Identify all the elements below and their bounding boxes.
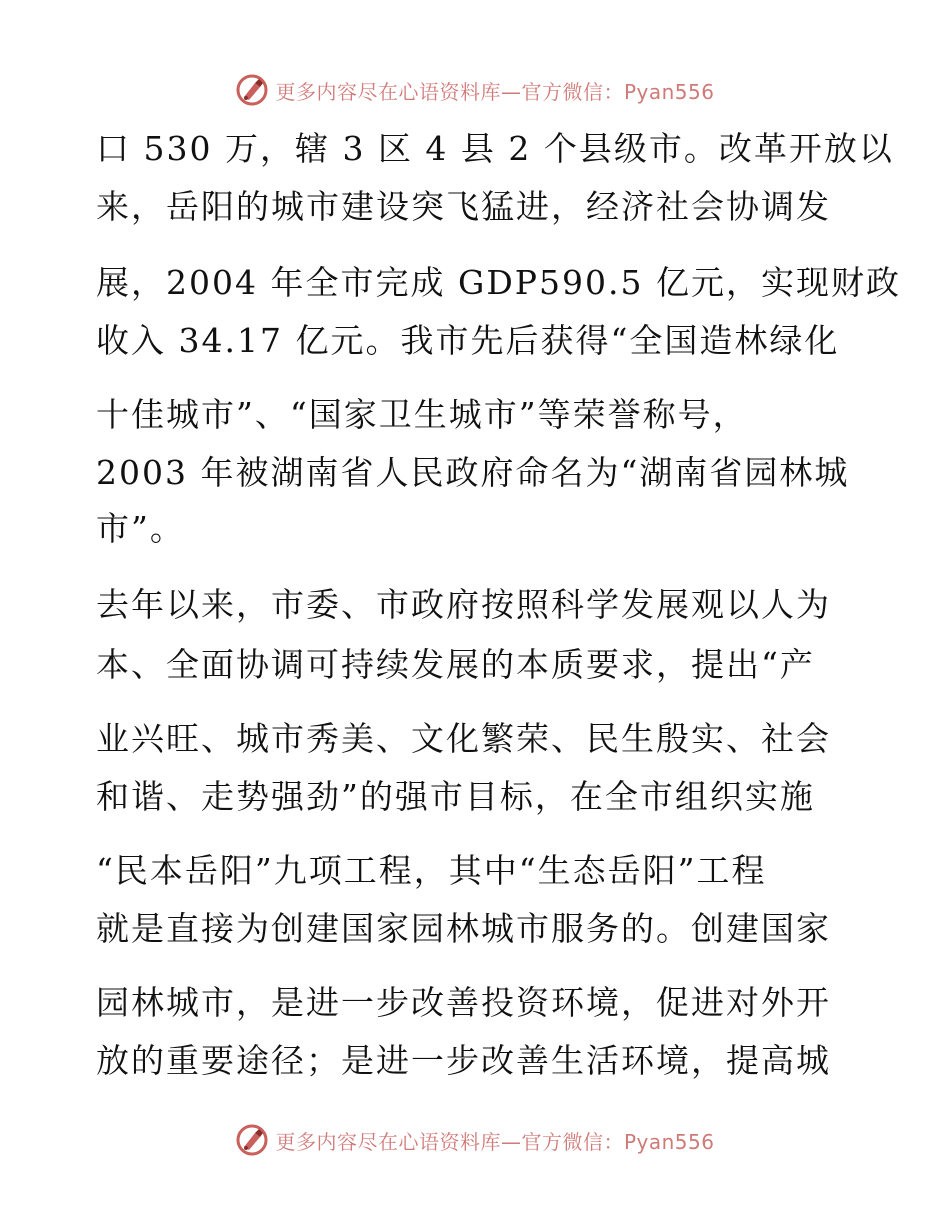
- text-line: 和谐、走势强劲”的强市目标，在全市组织实施: [96, 777, 815, 816]
- text-line: 本、全面协调可持续发展的本质要求，提出“产: [96, 645, 815, 684]
- text-line: “民本岳阳”九项工程，其中“生态岳阳”工程: [96, 851, 767, 890]
- text-line: 来，岳阳的城市建设突飞猛进，经济社会协调发: [96, 187, 831, 226]
- brand-logo-icon: [235, 1123, 269, 1157]
- text-line: 展，2004 年全市完成 GDP590.5 亿元，实现财政: [96, 263, 901, 302]
- text-line: 十佳城市”、“国家卫生城市”等荣誉称号，: [96, 395, 748, 434]
- footer-watermark-text: 更多内容尽在心语资料库—官方微信：Pyan556: [275, 1129, 715, 1154]
- text-line: 业兴旺、城市秀美、文化繁荣、民生殷实、社会: [96, 719, 831, 758]
- text-line: 去年以来，市委、市政府按照科学发展观以人为: [96, 585, 831, 624]
- header-watermark-text: 更多内容尽在心语资料库—官方微信：Pyan556: [275, 79, 715, 104]
- text-line: 收入 34.17 亿元。我市先后获得“全国造林绿化: [96, 321, 840, 360]
- text-line: 就是直接为创建国家园林城市服务的。创建国家: [96, 909, 831, 948]
- text-line: 市”。: [96, 509, 185, 548]
- footer-watermark: [0, 1120, 950, 1160]
- text-line: 2003 年被湖南省人民政府命名为“湖南省园林城: [96, 453, 850, 492]
- text-line: 口 530 万，辖 3 区 4 县 2 个县级市。改革开放以: [96, 129, 894, 168]
- brand-logo-icon: [235, 73, 269, 107]
- header-watermark: [0, 70, 950, 110]
- text-line: 园林城市，是进一步改善投资环境，促进对外开: [96, 983, 831, 1022]
- text-line: 放的重要途径；是进一步改善生活环境，提高城: [96, 1041, 831, 1080]
